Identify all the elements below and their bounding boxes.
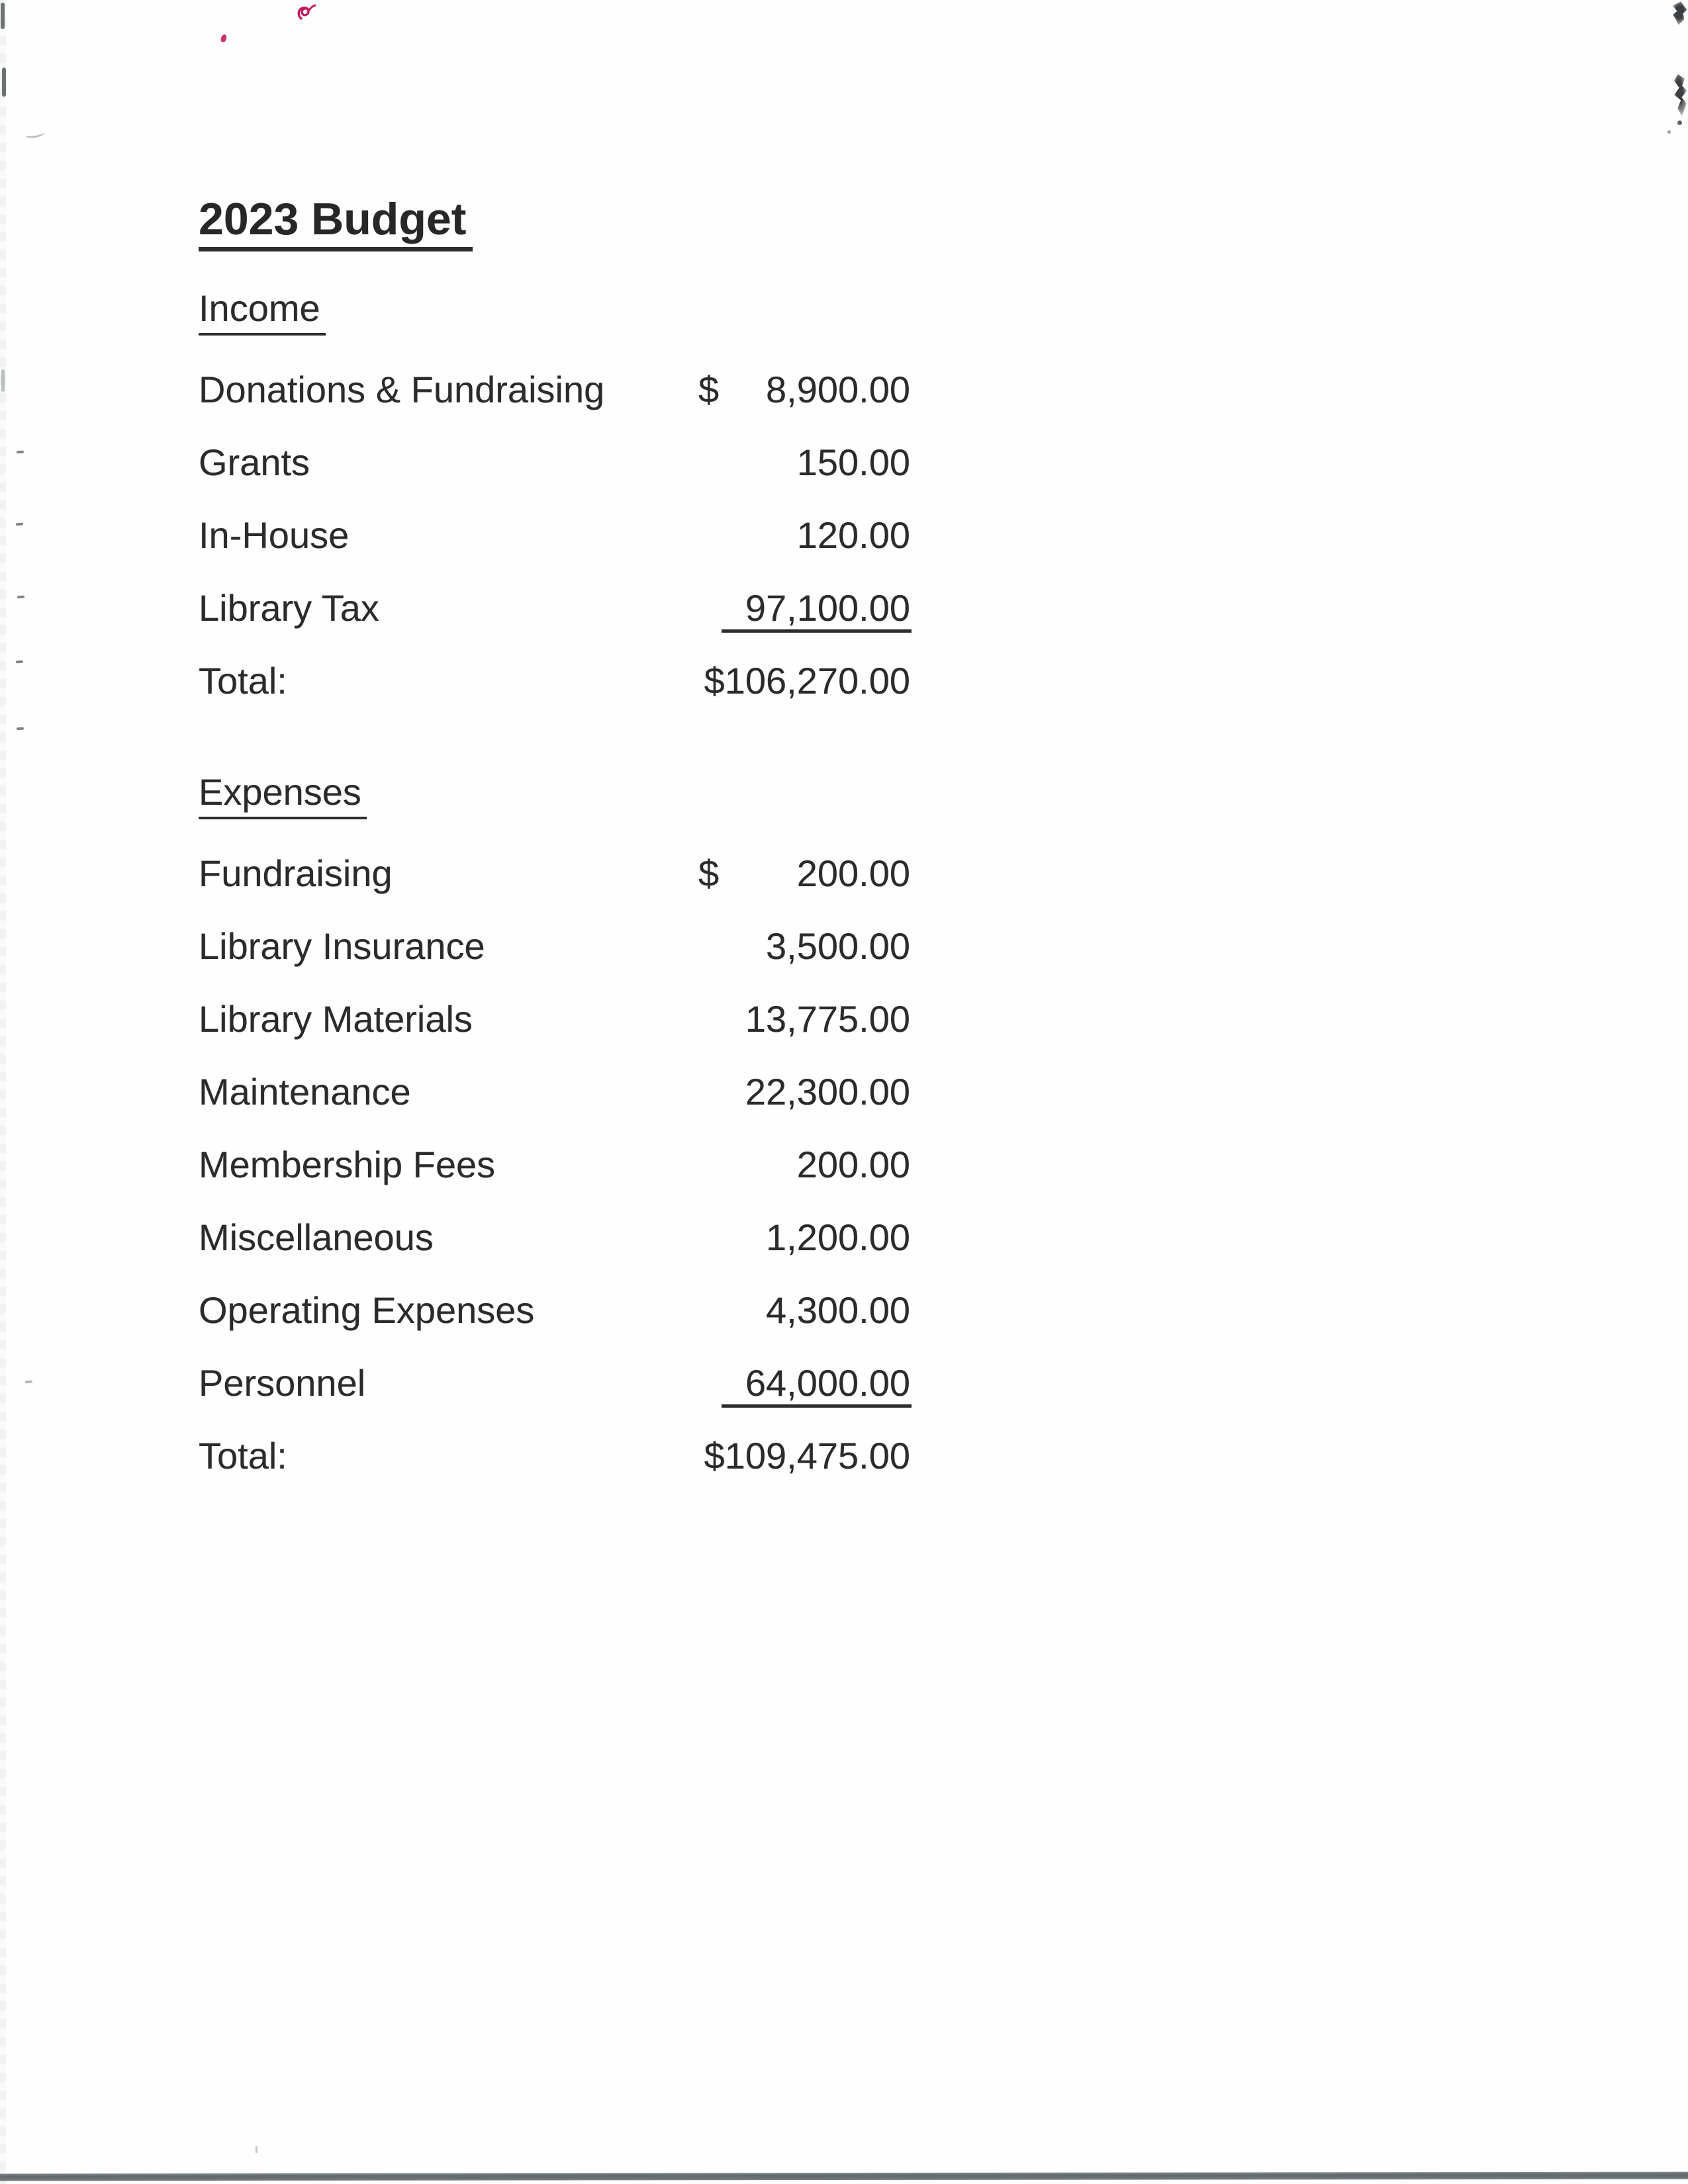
faint-pencil-squiggle <box>24 128 45 138</box>
section-heading: Income <box>199 287 326 336</box>
budget-sections <box>199 287 910 1475</box>
row-amount-cell <box>662 925 910 967</box>
bottom-margin-speck <box>256 2146 258 2153</box>
row-amount: 13,775.00 <box>745 998 910 1040</box>
total-row <box>199 1437 910 1475</box>
budget-document <box>199 193 910 1475</box>
row-label: Maintenance <box>199 1071 411 1113</box>
row-amount: 97,100.00 <box>722 590 912 633</box>
budget-row <box>199 998 910 1040</box>
left-margin-speck <box>25 1381 32 1384</box>
row-label: Miscellaneous <box>199 1216 434 1258</box>
scanner-bottom-edge-line <box>0 2172 1688 2181</box>
row-amount-cell <box>662 441 910 483</box>
left-margin-speck <box>17 596 24 599</box>
right-edge-smudge <box>1671 73 1688 116</box>
right-edge-smudge <box>1669 0 1688 26</box>
right-edge-speck <box>1667 130 1671 134</box>
row-amount: 22,300.00 <box>745 1071 910 1113</box>
row-amount-cell <box>662 852 910 894</box>
document-title: 2023 Budget <box>199 193 473 251</box>
budget-row <box>199 1289 910 1331</box>
budget-row <box>199 371 910 408</box>
budget-section <box>199 287 910 700</box>
row-label: Library Materials <box>199 998 473 1040</box>
row-label: Fundraising <box>199 852 393 894</box>
left-margin-speck <box>17 727 24 731</box>
row-currency: $ <box>698 369 720 410</box>
right-edge-speck <box>1677 120 1682 125</box>
total-label: Total: <box>199 660 287 702</box>
pink-ink-speck <box>220 34 228 43</box>
row-label: Donations & Fundraising <box>199 369 605 410</box>
section-rows <box>199 371 910 627</box>
budget-row <box>199 587 910 629</box>
budget-row <box>199 852 910 894</box>
total-row <box>199 662 910 700</box>
pink-pen-mark <box>295 4 316 23</box>
row-label: Personnel <box>199 1362 366 1404</box>
section-heading: Expenses <box>199 770 367 819</box>
row-amount-cell <box>662 998 910 1040</box>
left-edge-smudge <box>2 68 6 97</box>
row-label: Library Insurance <box>199 925 485 967</box>
left-edge-smudge <box>1 369 5 392</box>
row-label: Operating Expenses <box>199 1289 535 1331</box>
total-amount: $106,270.00 <box>704 660 910 702</box>
row-amount-cell <box>662 371 910 408</box>
budget-row <box>199 441 910 483</box>
row-amount-cell <box>662 1289 910 1331</box>
budget-row <box>199 1073 910 1111</box>
row-amount: 8,900.00 <box>766 369 910 410</box>
row-currency: $ <box>698 852 720 894</box>
budget-row <box>199 1216 910 1258</box>
scanner-left-edge-band <box>0 0 6 2184</box>
row-label: Grants <box>199 441 310 483</box>
total-label: Total: <box>199 1435 287 1477</box>
row-label: In-House <box>199 514 350 556</box>
row-amount-cell <box>662 1146 910 1183</box>
row-amount: 4,300.00 <box>766 1289 910 1331</box>
row-label: Library Tax <box>199 587 379 629</box>
row-amount: 200.00 <box>796 1144 910 1185</box>
left-margin-speck <box>17 451 24 454</box>
left-margin-speck <box>16 523 23 526</box>
budget-row <box>199 1146 910 1183</box>
row-amount-cell <box>662 1362 910 1408</box>
row-amount: 200.00 <box>796 852 910 894</box>
left-edge-smudge <box>1 3 5 29</box>
row-label: Membership Fees <box>199 1144 496 1185</box>
row-amount-cell <box>662 514 910 556</box>
row-amount: 120.00 <box>796 514 910 556</box>
budget-row <box>199 514 910 556</box>
budget-section <box>199 770 910 1475</box>
section-rows <box>199 852 910 1404</box>
total-amount-cell <box>662 662 910 700</box>
budget-row <box>199 925 910 967</box>
left-margin-speck <box>16 660 23 664</box>
row-amount-cell <box>662 1216 910 1258</box>
total-amount-cell <box>662 1437 910 1475</box>
budget-row <box>199 1362 910 1404</box>
total-amount: $109,475.00 <box>704 1435 910 1477</box>
row-amount: 3,500.00 <box>766 925 910 967</box>
row-amount: 64,000.00 <box>722 1365 912 1408</box>
row-amount-cell <box>662 1073 910 1111</box>
row-amount: 1,200.00 <box>766 1216 910 1258</box>
row-amount-cell <box>662 587 910 633</box>
row-amount: 150.00 <box>796 441 910 483</box>
